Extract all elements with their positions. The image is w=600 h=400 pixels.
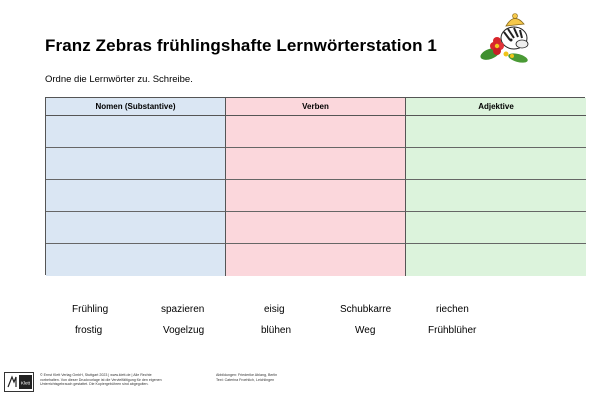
answer-cell-verben[interactable]	[226, 116, 406, 148]
word-item: Vogelzug	[163, 325, 205, 336]
word-item: Frühblüher	[428, 325, 477, 336]
publisher-logo	[4, 372, 34, 392]
credits-line: Text: Caterina Froehlich, Leichlingen	[216, 377, 275, 382]
answer-cell-nomen[interactable]	[46, 148, 226, 180]
word-item: blühen	[261, 325, 292, 336]
answer-cell-adjektive[interactable]	[406, 116, 586, 148]
word-item: frostig	[75, 325, 103, 336]
answer-cell-nomen[interactable]	[46, 212, 226, 244]
zebra-mascot-illustration	[470, 10, 546, 66]
copyright-line: © Ernst Klett Verlag GmbH, Stuttgart 2023 | www.klett.de | Alle Rechte	[40, 373, 152, 377]
word-item: Frühling	[72, 304, 109, 315]
column-header-verben: Verben	[226, 98, 406, 116]
column-header-adjektive: Adjektive	[406, 98, 586, 116]
answer-cell-adjektive[interactable]	[406, 244, 586, 276]
sorting-table	[45, 97, 585, 275]
answer-cell-nomen[interactable]	[46, 180, 226, 212]
answer-cell-adjektive[interactable]	[406, 212, 586, 244]
answer-cell-verben[interactable]	[226, 212, 406, 244]
klett-logo-icon	[5, 373, 33, 391]
copyright-line: vorbehalten. Von dieser Druckvorlage ist die Vervielfältigung für den eigenen	[40, 377, 162, 382]
answer-cell-adjektive[interactable]	[406, 148, 586, 180]
answer-cell-nomen[interactable]	[46, 116, 226, 148]
answer-cell-nomen[interactable]	[46, 244, 226, 276]
word-item: Weg	[355, 325, 376, 336]
copyright-notice	[40, 373, 162, 387]
word-item: Schubkarre	[340, 304, 392, 315]
answer-cell-verben[interactable]	[226, 244, 406, 276]
answer-cell-adjektive[interactable]	[406, 180, 586, 212]
answer-cell-verben[interactable]	[226, 180, 406, 212]
credits-notice	[216, 373, 277, 382]
answer-cell-verben[interactable]	[226, 148, 406, 180]
instruction-text: Ordne die Lernwörter zu. Schreibe.	[45, 74, 193, 85]
copyright-line: Unterrichtsgebrauch gestattet. Die Kopiergebühren sind abgegolten.	[40, 382, 149, 387]
logo-text: Klett	[20, 380, 31, 386]
word-item: riechen	[436, 304, 469, 315]
page-title: Franz Zebras frühlingshafte Lernwörterstation 1	[45, 36, 437, 55]
word-item: spazieren	[161, 304, 205, 315]
word-item: eisig	[264, 304, 285, 315]
credits-line: Abbildungen: Friederike Ablang, Berlin	[216, 373, 278, 377]
column-header-nomen: Nomen (Substantive)	[46, 98, 226, 116]
